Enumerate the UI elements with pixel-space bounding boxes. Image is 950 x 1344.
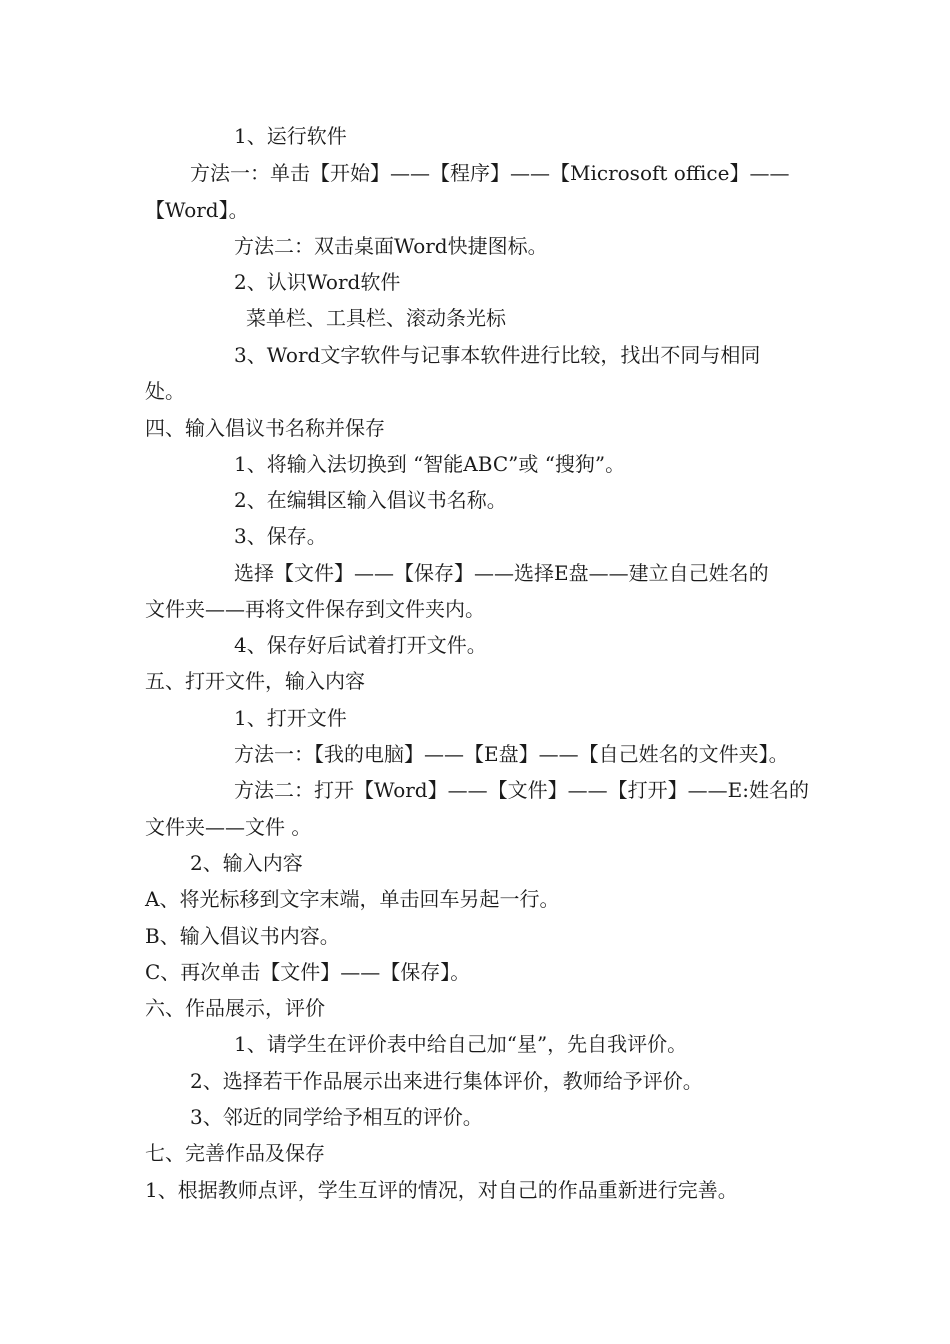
text-line-item-c: C、再次单击【文件】——【保存】。	[145, 960, 471, 984]
section-heading-five: 五、打开文件，输入内容	[145, 669, 365, 693]
text-line-know-word: 2、认识Word软件	[234, 270, 401, 294]
text-line-save: 3、保存。	[234, 524, 327, 548]
text-line-try-open: 4、保存好后试着打开文件。	[234, 633, 487, 657]
text-line-peer-evaluate: 3、邻近的同学给予相互的评价。	[190, 1105, 483, 1129]
text-line-switch-input: 1、将输入法切换到 “智能ABC”或 “搜狗”。	[234, 452, 626, 476]
section-heading-six: 六、作品展示，评价	[145, 996, 325, 1020]
section-heading-seven: 七、完善作品及保存	[145, 1141, 325, 1165]
text-line-run-software: 1、运行软件	[234, 124, 347, 148]
text-line-save-steps-cont: 文件夹——再将文件保存到文件夹内。	[145, 597, 485, 621]
text-line-open-file: 1、打开文件	[234, 706, 347, 730]
text-line-open-method-two-cont: 文件夹——文件 。	[145, 815, 312, 839]
text-line-method-one: 方法一：单击【开始】——【程序】——【Microsoft office】——	[190, 161, 790, 185]
text-line-method-one-cont: 【Word】。	[145, 198, 249, 222]
text-line-save-steps: 选择【文件】——【保存】——选择E盘——建立自己姓名的	[234, 561, 769, 585]
text-line-open-method-two: 方法二：打开【Word】——【文件】——【打开】——E:姓名的	[234, 778, 809, 802]
text-line-compare-cont: 处。	[145, 379, 185, 403]
text-line-method-two: 方法二：双击桌面Word快捷图标。	[234, 234, 548, 258]
section-heading-four: 四、输入倡议书名称并保存	[145, 416, 385, 440]
text-line-item-b: B、输入倡议书内容。	[145, 924, 340, 948]
text-line-improve-work: 1、根据教师点评，学生互评的情况，对自己的作品重新进行完善。	[145, 1178, 738, 1202]
text-line-enter-name: 2、在编辑区输入倡议书名称。	[234, 488, 507, 512]
text-line-menu-toolbar: 菜单栏、工具栏、滚动条光标	[246, 306, 506, 330]
text-line-item-a: A、将光标移到文字末端，单击回车另起一行。	[145, 887, 560, 911]
text-line-group-evaluate: 2、选择若干作品展示出来进行集体评价，教师给予评价。	[190, 1069, 703, 1093]
text-line-open-method-one: 方法一：【我的电脑】——【E盘】——【自己姓名的文件夹】。	[234, 742, 789, 766]
text-line-input-content: 2、输入内容	[190, 851, 303, 875]
text-line-self-evaluate: 1、请学生在评价表中给自己加“星”，先自我评价。	[234, 1032, 688, 1056]
text-line-compare: 3、Word文字软件与记事本软件进行比较，找出不同与相同	[234, 343, 761, 367]
